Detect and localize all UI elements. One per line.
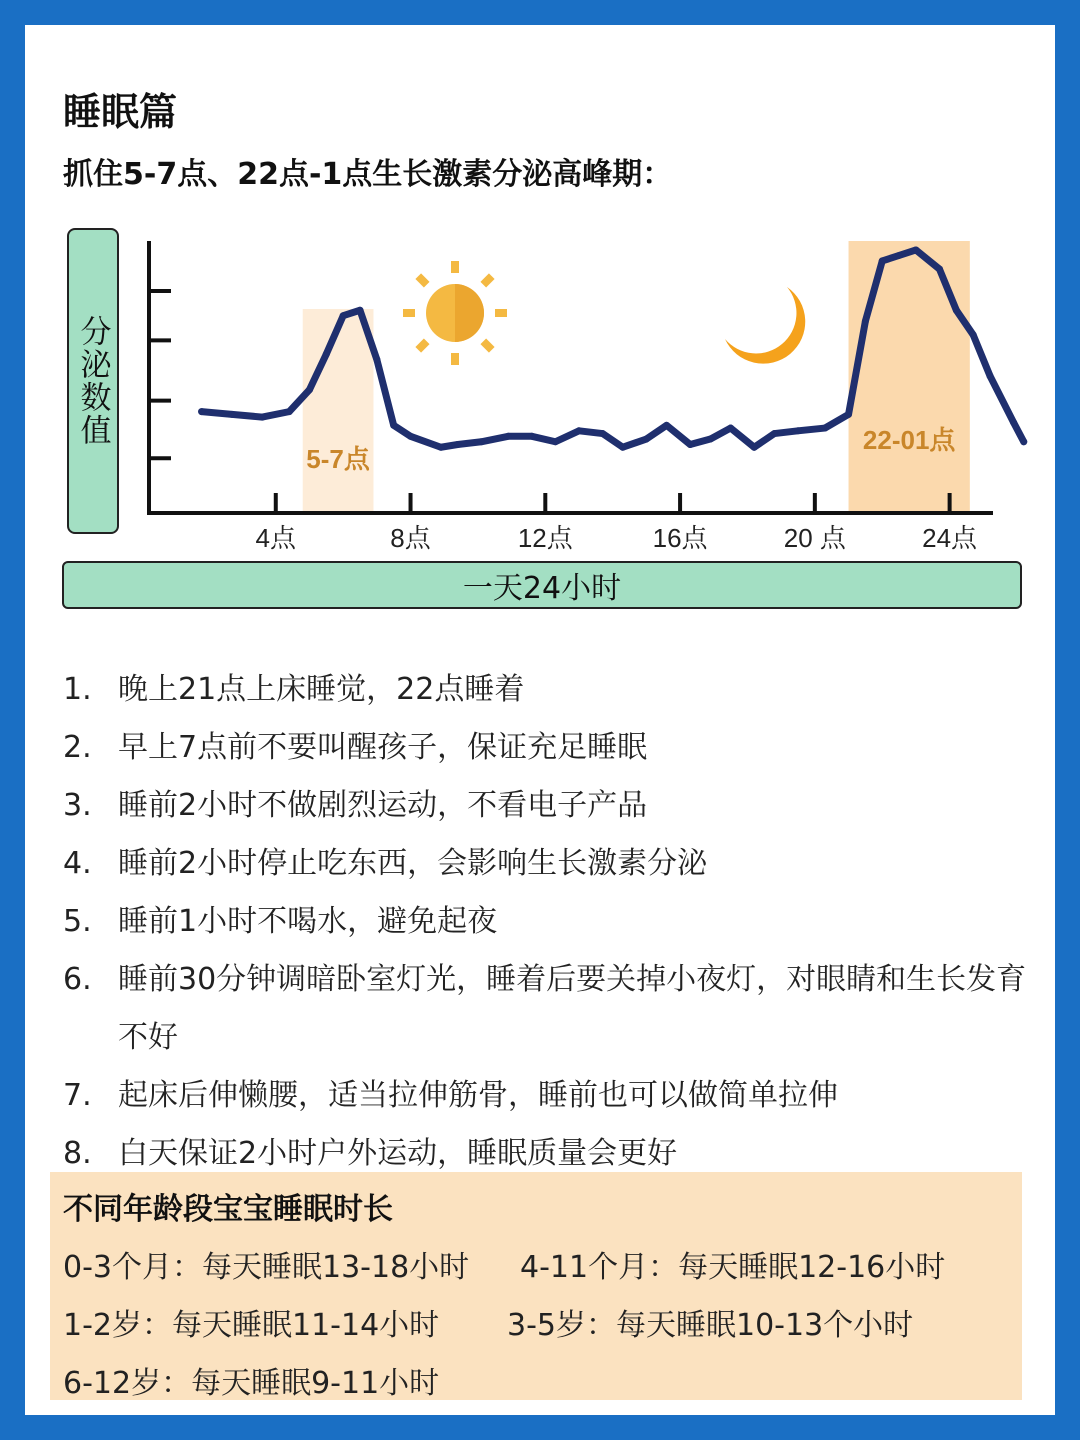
age-panel-title: 不同年龄段宝宝睡眠时长 [63, 1192, 393, 1227]
sleep-tips-list [63, 661, 1043, 1183]
x-tick-label: 12点 [517, 523, 573, 553]
tip-item [63, 661, 1043, 719]
data-point [643, 436, 650, 443]
highlight-band [303, 309, 374, 513]
content-card [25, 25, 1055, 1415]
tip-number: 3. [63, 788, 92, 823]
tip-text: 起床后伸懒腰，适当拉伸筋骨，睡前也可以做简单拉伸 [118, 1078, 838, 1113]
data-point [576, 427, 583, 434]
x-tick-label: 24点 [922, 523, 978, 553]
data-point [727, 425, 734, 432]
data-point [953, 307, 960, 314]
age-item: 6-12岁：每天睡眠9-11小时 [63, 1366, 440, 1401]
data-point [821, 425, 828, 432]
sun-ray [418, 341, 426, 349]
tip-item [63, 1067, 1043, 1125]
data-point [795, 427, 802, 434]
page-title: 睡眠篇 [63, 90, 178, 134]
data-point [198, 408, 205, 415]
tip-number: 2. [63, 730, 92, 765]
data-point [286, 408, 293, 415]
data-point [663, 422, 670, 429]
tip-text: 晚上21点上床睡觉，22点睡着 [118, 672, 525, 707]
tip-number: 1. [63, 672, 92, 707]
x-tick-label: 20 点 [783, 523, 846, 553]
data-point [357, 307, 364, 314]
tip-text: 早上7点前不要叫醒孩子，保证充足睡眠 [118, 730, 648, 765]
data-point [936, 266, 943, 273]
x-axis-label: 一天24小时 [462, 571, 622, 606]
sun-ray [483, 341, 491, 349]
data-point [912, 246, 919, 253]
highlight-label: 5-7点 [306, 444, 370, 474]
data-point [505, 433, 512, 440]
tip-item [63, 951, 1043, 1067]
data-point [862, 318, 869, 325]
tip-number: 5. [63, 904, 92, 939]
moon-icon [725, 287, 805, 364]
age-item: 0-3个月：每天睡眠13-18小时 [63, 1250, 470, 1285]
tip-text: 睡前2小时停止吃东西，会影响生长激素分泌 [118, 846, 708, 881]
tip-text: 睡前2小时不做剧烈运动，不看电子产品 [118, 788, 648, 823]
x-axis-label-bar [62, 561, 1022, 609]
data-point [306, 386, 313, 393]
data-point [1010, 419, 1017, 426]
x-tick-label: 4点 [255, 523, 297, 553]
tip-item [63, 835, 1043, 893]
data-point [478, 438, 485, 445]
data-point [845, 411, 852, 418]
data-point [896, 252, 903, 259]
tip-text: 白天保证2小时户外运动，睡眠质量会更好 [118, 1136, 678, 1171]
tip-text: 睡前1小时不喝水，避免起夜 [118, 904, 498, 939]
x-tick-label: 8点 [390, 523, 431, 553]
data-point [454, 441, 461, 448]
data-point [707, 436, 714, 443]
data-point [1020, 438, 1027, 445]
data-point [687, 441, 694, 448]
age-item: 3-5岁：每天睡眠10-13个小时 [507, 1308, 914, 1343]
sun-ray [483, 276, 491, 284]
tip-number: 6. [63, 962, 92, 997]
data-point [619, 444, 626, 451]
age-item: 4-11个月：每天睡眠12-16小时 [520, 1250, 946, 1285]
tip-item [63, 893, 1043, 951]
highlight-label: 22-01点 [862, 425, 956, 455]
data-point [437, 444, 444, 451]
sun-ray [418, 276, 426, 284]
data-point [407, 433, 414, 440]
y-axis-label: 分泌数值 [74, 315, 111, 447]
highlight-band [849, 241, 970, 513]
data-point [879, 257, 886, 264]
data-point [528, 433, 535, 440]
moon-shape [725, 287, 805, 364]
tip-text: 睡前30分钟调暗卧室灯光，睡着后要关掉小夜灯，对眼睛和生长发育不好 [118, 962, 1027, 1055]
tip-number: 7. [63, 1078, 92, 1113]
data-point [970, 331, 977, 338]
data-point [599, 430, 606, 437]
data-point [259, 414, 266, 421]
page-subtitle: 抓住5-7点、22点-1点生长激素分泌高峰期： [63, 157, 673, 192]
data-point [390, 422, 397, 429]
sun-icon [403, 261, 507, 365]
data-point [987, 373, 994, 380]
tip-item [63, 777, 1043, 835]
x-tick-label: 16点 [652, 523, 708, 553]
data-point [323, 351, 330, 358]
data-point [552, 438, 559, 445]
age-item: 1-2岁：每天睡眠11-14小时 [63, 1308, 440, 1343]
tip-number: 8. [63, 1136, 92, 1171]
data-point [340, 312, 347, 319]
tip-number: 4. [63, 846, 92, 881]
data-point [373, 356, 380, 363]
data-point [228, 411, 235, 418]
sun-shade [455, 284, 484, 342]
age-sleep-panel [50, 1172, 1022, 1400]
growth-hormone-chart [25, 25, 1055, 565]
data-point [751, 444, 758, 451]
data-point [771, 430, 778, 437]
tip-item [63, 719, 1043, 777]
